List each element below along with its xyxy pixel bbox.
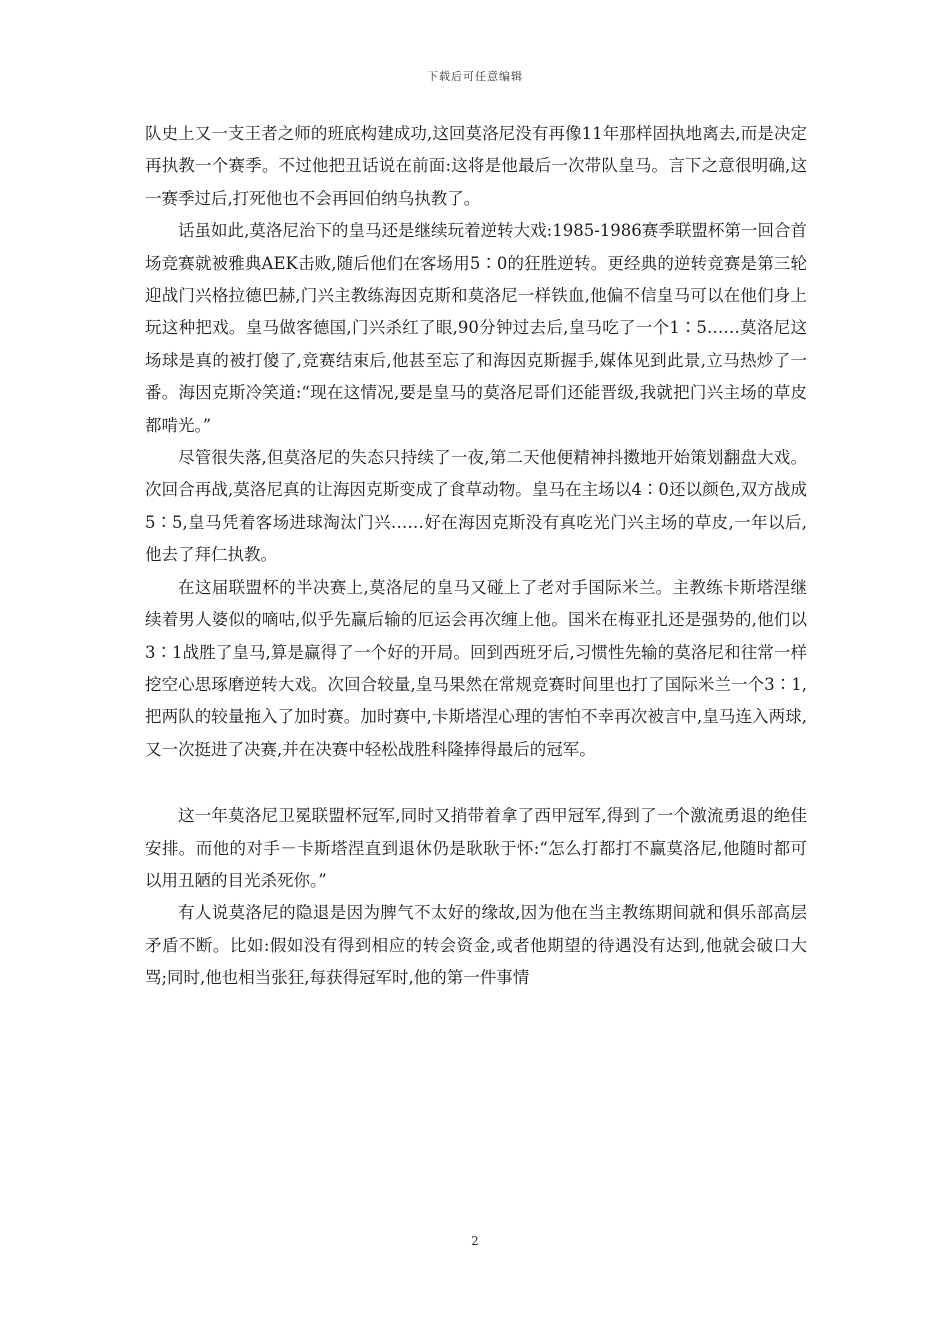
document-body xyxy=(145,118,807,995)
paragraph-4: 在这届联盟杯的半决赛上,莫洛尼的皇马又碰上了老对手国际米兰。主教练卡斯塔涅继续着男人婆似的嘀咕,似乎先赢后输的厄运会再次缠上他。国米在梅亚扎还是强势的,他们以3∶1战胜了皇马,算是赢得了一个好的开局。回到西班牙后,习惯性先输的莫洛尼和往常一样挖空心思琢磨逆转大戏。次回合较量,皇马果然在常规竞赛时间里也打了国际米兰一个3∶1,把两队的较量拖入了加时赛。加时赛中,卡斯塔涅心理的害怕不幸再次被言中,皇马连入两球,又一次挺进了决赛,并在决赛中轻松战胜科隆捧得最后的冠军。 xyxy=(145,577,807,759)
page-header: 下载后可任意编辑 xyxy=(427,70,523,83)
page-number: 2 xyxy=(471,1234,479,1248)
paragraph-1: 队史上又一支王者之师的班底构建成功,这回莫洛尼没有再像11年那样固执地离去,而是决定再执教一个赛季。不过他把丑话说在前面:这将是他最后一次带队皇马。言下之意很明确,这一赛季过后,打死他也不会再回伯纳乌执教了。 xyxy=(145,124,807,208)
paragraph-2: 话虽如此,莫洛尼治下的皇马还是继续玩着逆转大戏:1985-1986赛季联盟杯第一回合首场竞赛就被雅典AEK击败,随后他们在客场用5∶0的狂胜逆转。更经典的逆转竞赛是第三轮迎战门兴格拉德巴赫,门兴主教练海因克斯和莫洛尼一样铁血,他偏不信皇马可以在他们身上玩这种把戏。皇马做客德国,门兴杀红了眼,90分钟过去后,皇马吃了一个1∶5……莫洛尼这场球是真的被打傻了,竞赛结束后,他甚至忘了和海因克斯握手,媒体见到此景,立马热炒了一番。海因克斯冷笑道:“现在这情况,要是皇马的莫洛尼哥们还能晋级,我就把门兴主场的草皮都啃光。” xyxy=(145,221,807,435)
paragraph-3: 尽管很失落,但莫洛尼的失态只持续了一夜,第二天他便精神抖擞地开始策划翻盘大戏。次回合再战,莫洛尼真的让海因克斯变成了食草动物。皇马在主场以4∶0还以颜色,双方战成5∶5,皇马凭着客场进球淘汰门兴……好在海因克斯没有真吃光门兴主场的草皮,一年以后,他去了拜仁执教。 xyxy=(145,448,807,565)
paragraph-6: 有人说莫洛尼的隐退是因为脾气不太好的缘故,因为他在当主教练期间就和俱乐部高层矛盾不断。比如:假如没有得到相应的转会资金,或者他期望的待遇没有达到,他就会破口大骂;同时,他也相当张狂,每获得冠军时,他的第一件事情 xyxy=(145,903,807,988)
paragraph-spacer xyxy=(145,766,807,800)
paragraph-5: 这一年莫洛尼卫冕联盟杯冠军,同时又捎带着拿了西甲冠军,得到了一个激流勇退的绝佳安排。而他的对手－卡斯塔涅直到退休仍是耿耿于怀:“怎么打都打不赢莫洛尼,他随时都可以用丑陋的目光杀死你。” xyxy=(145,806,807,890)
